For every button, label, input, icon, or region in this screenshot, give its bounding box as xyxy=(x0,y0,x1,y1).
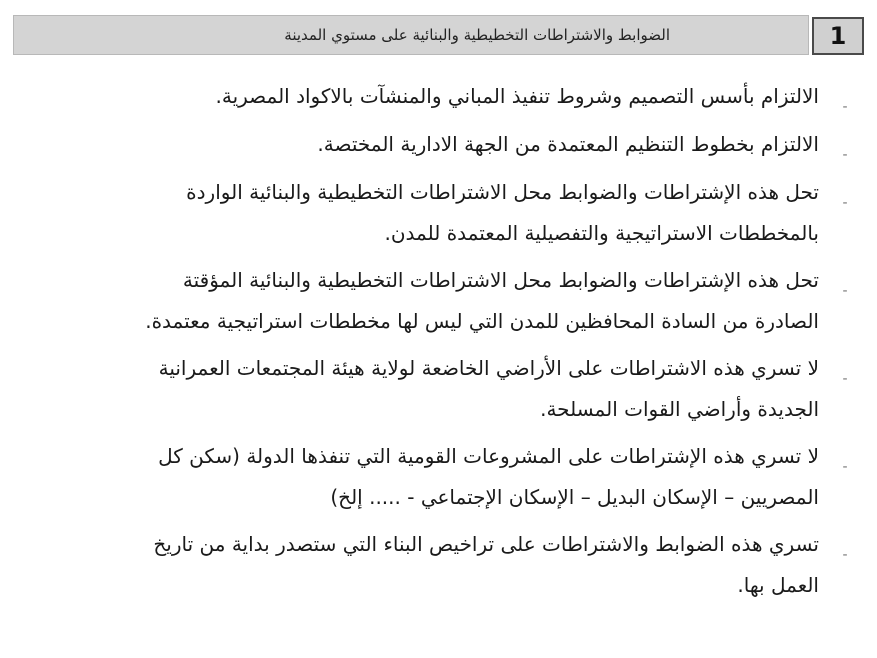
rule-6-line-2: المصريين – الإسكان البديل – الإسكان الإجتماعي - ..... إلخ) xyxy=(330,485,819,509)
section-number: 1 xyxy=(812,17,864,55)
rule-7-line-2: العمل بها. xyxy=(737,573,819,597)
rule-4-line-1: تحل هذه الإشتراطات والضوابط محل الاشتراطات التخطيطية والبنائية المؤقتة xyxy=(182,268,819,292)
rule-1-line-1: الالتزام بأسس التصميم وشروط تنفيذ المباني والمنشآت بالاكواد المصرية. xyxy=(215,84,819,108)
bullet-icon: - xyxy=(842,99,848,115)
rule-5-line-1: لا تسري هذه الاشتراطات على الأراضي الخاضعة لولاية هيئة المجتمعات العمرانية xyxy=(158,356,819,380)
section-header-bar xyxy=(13,15,809,55)
bullet-icon: - xyxy=(842,459,848,475)
rule-4-line-2: الصادرة من السادة المحافظين للمدن التي ليس لها مخططات استراتيجية معتمدة. xyxy=(145,309,819,333)
bullet-icon: - xyxy=(842,371,848,387)
bullet-icon: - xyxy=(842,283,848,299)
bullet-icon: - xyxy=(842,195,848,211)
section-title: الضوابط والاشتراطات التخطيطية والبنائية على مستوي المدينة xyxy=(284,26,670,44)
rule-5-line-2: الجديدة وأراضي القوات المسلحة. xyxy=(540,397,819,421)
bullet-icon: - xyxy=(842,547,848,563)
bullet-icon: - xyxy=(842,147,848,163)
rule-3-line-2: بالمخططات الاستراتيجية والتفصيلية المعتمدة للمدن. xyxy=(384,221,819,245)
rule-7-line-1: تسري هذه الضوابط والاشتراطات على تراخيص البناء التي ستصدر بداية من تاريخ xyxy=(153,532,819,556)
rule-6-line-1: لا تسري هذه الإشتراطات على المشروعات القومية التي تنفذها الدولة (سكن كل xyxy=(158,444,819,468)
rule-2-line-1: الالتزام بخطوط التنظيم المعتمدة من الجهة الادارية المختصة. xyxy=(317,132,819,156)
rule-3-line-1: تحل هذه الإشتراطات والضوابط محل الاشتراطات التخطيطية والبنائية الواردة xyxy=(186,180,819,204)
